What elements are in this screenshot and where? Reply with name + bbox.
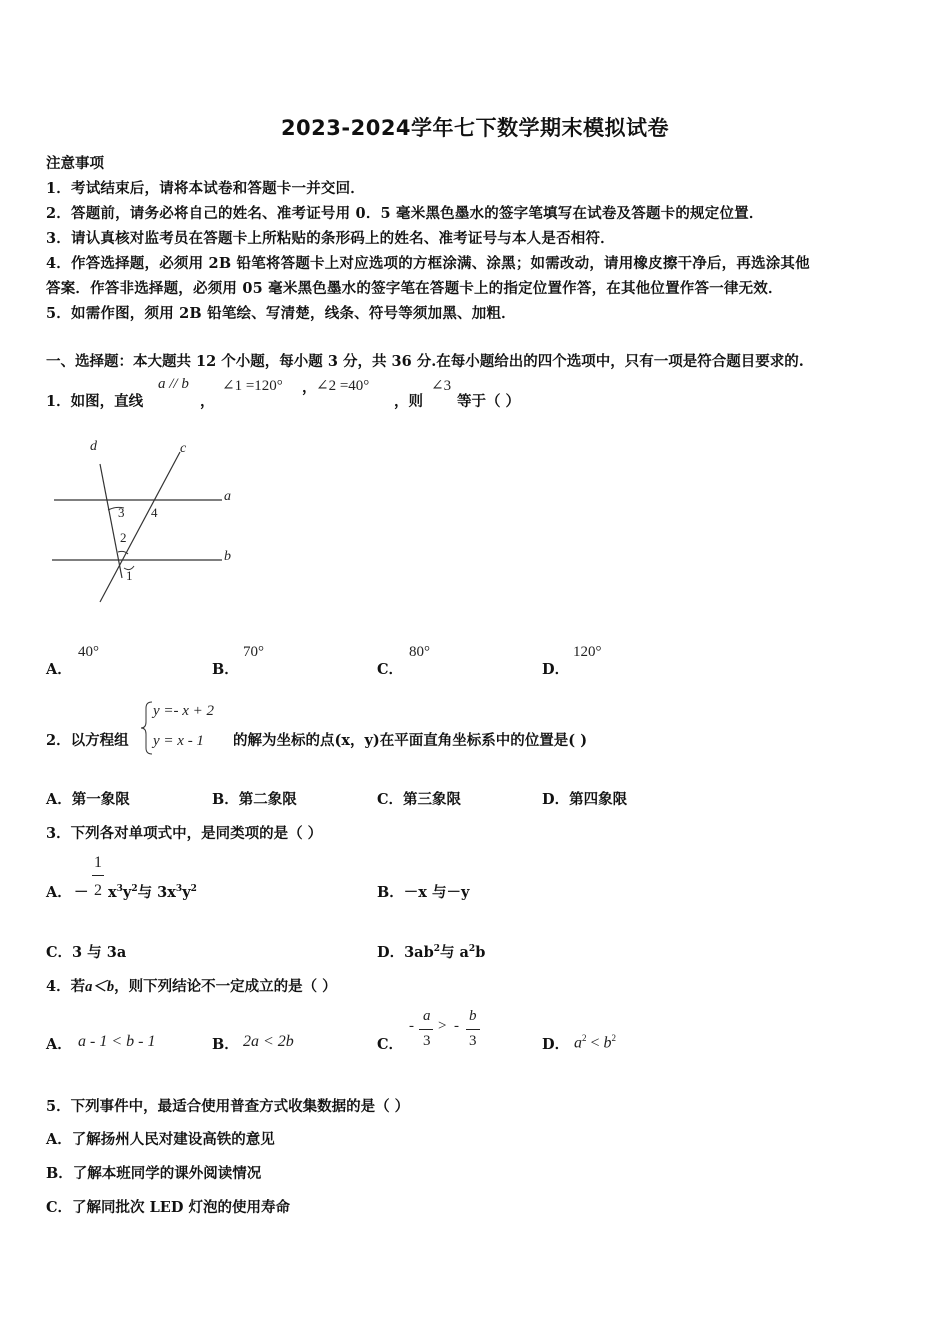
q4-option-d-value: $a^2 < b^2$	[574, 1033, 617, 1052]
line-d	[100, 464, 122, 578]
q3-option-c[interactable]: C．3 与 3a	[46, 944, 127, 961]
q2-prefix: 2．以方程组	[46, 732, 129, 749]
q4-stem: 4．若a＜b，则下列结论不一定成立的是（ ）	[46, 978, 337, 995]
q1-option-a-label[interactable]: A．	[46, 661, 72, 678]
q4-option-b-label[interactable]: B．	[212, 1036, 239, 1053]
q2-option-b[interactable]: B．第二象限	[212, 791, 297, 808]
q4-option-c-label[interactable]: C．	[377, 1036, 404, 1053]
q3-option-a-expr: $x^3y^2$与 $3x^3y^2$	[108, 884, 197, 901]
q1-option-c-label[interactable]: C．	[377, 661, 404, 678]
q2-option-d[interactable]: D．第四象限	[542, 791, 628, 808]
q4-c-minus: -	[409, 1018, 414, 1034]
q1-option-b-label[interactable]: B．	[212, 661, 239, 678]
q2-eq1: y =- x + 2	[153, 703, 215, 719]
q3-option-a-minus: －	[74, 884, 89, 901]
label-a: a	[224, 489, 231, 504]
q1-angle3: ∠3	[431, 378, 452, 394]
section-heading: 一、选择题：本大题共 12 个小题，每小题 3 分，共 36 分.在每小题给出的四个选项中，只有一项是符合题目要求的.	[46, 353, 804, 370]
q1-option-c-value: 80°	[409, 644, 430, 660]
q4-option-b-value: 2a < 2b	[243, 1033, 294, 1050]
q4-c-num2: b	[469, 1008, 477, 1024]
q4-c-num1: a	[423, 1008, 431, 1024]
q3-option-b[interactable]: B．－x 与－y	[377, 884, 470, 901]
note-item: 3．请认真核对监考员在答题卡上所粘贴的条形码上的姓名、准考证号与本人是否相符．	[46, 230, 615, 247]
q1-comma: ，	[200, 393, 215, 410]
q1-option-d-value: 120°	[573, 644, 602, 660]
q3-stem: 3．下列各对单项式中，是同类项的是（ ）	[46, 825, 323, 842]
q4-option-a-label[interactable]: A．	[46, 1036, 72, 1053]
note-item: 1．考试结束后，请将本试卷和答题卡一并交回．	[46, 180, 365, 197]
q4-option-d-label[interactable]: D．	[542, 1036, 570, 1053]
label-c: c	[180, 441, 187, 456]
q5-option-a[interactable]: A．了解扬州人民对建设高铁的意见	[46, 1131, 275, 1148]
q3-frac-bar	[92, 875, 104, 876]
q3-option-d[interactable]: D．$3ab^2$与 $a^2b$	[377, 944, 486, 961]
q1-prefix: 1．如图，直线	[46, 393, 144, 410]
notes-heading: 注意事项	[46, 155, 104, 172]
q4-c-bar2	[466, 1029, 480, 1030]
q1-parallel: a // b	[158, 376, 189, 392]
q1-then: ，则	[394, 393, 423, 410]
q1-angle2: ∠2 =40°	[316, 378, 370, 394]
q4-c-den2: 3	[469, 1033, 477, 1049]
q2-eq2: y = x - 1	[153, 733, 204, 749]
page-title: 2023-2024学年七下数学期末模拟试卷	[280, 116, 670, 140]
q2-option-c[interactable]: C．第三象限	[377, 791, 462, 808]
q1-option-a-value: 40°	[78, 644, 99, 660]
note-item: 5．如需作图，须用 2B 铅笔绘、写清楚，线条、符号等须加黑、加粗．	[46, 305, 516, 322]
note-item: 2．答题前，请务必将自己的姓名、准考证号用 0．5 毫米黑色墨水的签字笔填写在试卷及答题卡的规定位置．	[46, 205, 764, 222]
q3-frac-num: 1	[94, 854, 102, 871]
q3-option-a-label[interactable]: A．	[46, 884, 72, 901]
q1-comma: ，	[302, 379, 317, 396]
q5-option-c[interactable]: C．了解同批次 LED 灯泡的使用寿命	[46, 1199, 290, 1216]
q1-option-b-value: 70°	[243, 644, 264, 660]
q4-c-minus2: -	[454, 1018, 459, 1034]
label-2: 2	[120, 530, 127, 545]
q1-angle1: ∠1 =120°	[222, 378, 283, 394]
q2-suffix: 的解为坐标的点(x，y)在平面直角坐标系中的位置是( )	[233, 732, 588, 749]
q1-figure	[40, 432, 250, 612]
label-d: d	[90, 439, 97, 454]
label-4: 4	[151, 505, 158, 520]
q4-c-gt: >	[438, 1018, 447, 1034]
q5-option-b[interactable]: B．了解本班同学的课外阅读情况	[46, 1165, 262, 1182]
q2-brace	[140, 700, 154, 756]
q1-option-d-label[interactable]: D．	[542, 661, 570, 678]
q4-c-den1: 3	[423, 1033, 431, 1049]
note-item: 4．作答选择题，必须用 2B 铅笔将答题卡上对应选项的方框涂满、涂黑；如需改动，请用橡皮擦干净后，再选涂其他	[46, 255, 810, 272]
q5-stem: 5．下列事件中，最适合使用普查方式收集数据的是（ ）	[46, 1098, 410, 1115]
label-b: b	[224, 549, 231, 564]
q2-option-a[interactable]: A．第一象限	[46, 791, 130, 808]
q4-c-bar1	[419, 1029, 433, 1030]
q3-frac-den: 2	[94, 882, 102, 899]
label-3: 3	[118, 505, 125, 520]
label-1: 1	[126, 568, 133, 583]
q4-option-a-value: a - 1 < b - 1	[78, 1033, 156, 1050]
note-item: 答案．作答非选择题，必须用 05 毫米黑色墨水的签字笔在答题卡上的指定位置作答，在其他位置作答一律无效．	[46, 280, 783, 297]
q1-suffix: 等于（ ）	[457, 393, 521, 410]
